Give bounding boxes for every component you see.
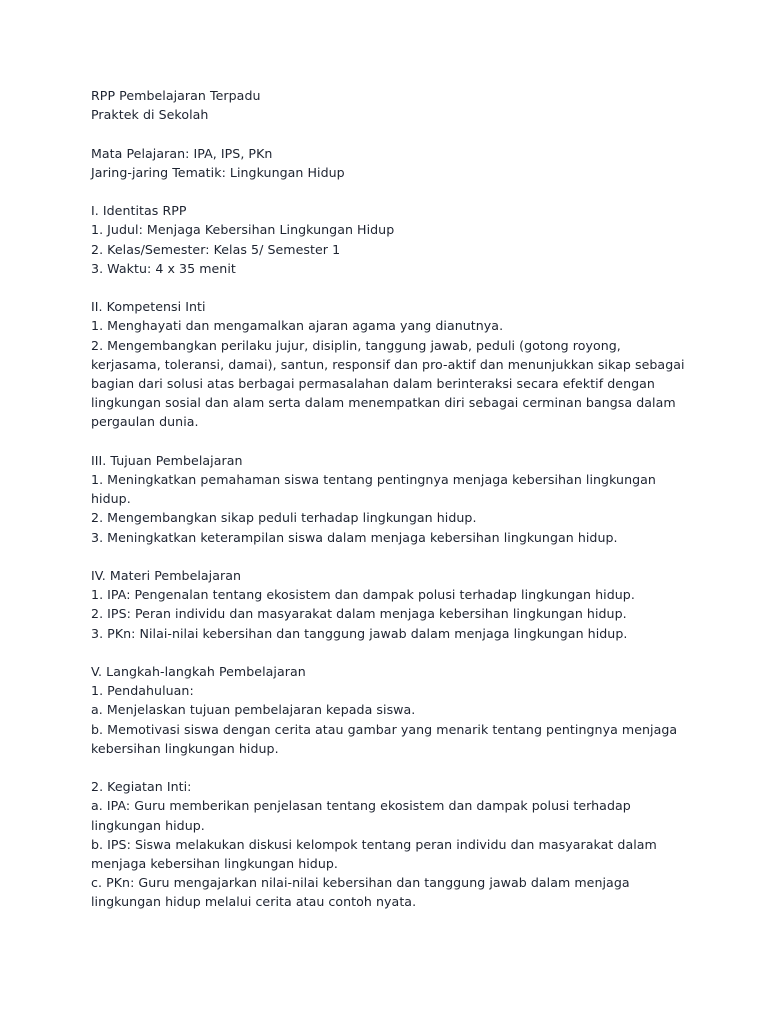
competence-line: kerjasama, toleransi, damai), santun, responsif dan pro-aktif dan menunjukkan sikap sebagai (91, 356, 685, 372)
step-core-line: lingkungan hidup. (91, 817, 205, 833)
step-intro-line: b. Memotivasi siswa dengan cerita atau gambar yang menarik tentang pentingnya menjaga (91, 721, 678, 737)
section-heading-materials: IV. Materi Pembelajaran (91, 568, 242, 583)
section-heading-competence: II. Kompetensi Inti (91, 299, 206, 315)
step-intro-line: 1. Pendahuluan: (91, 683, 194, 699)
competence-line: lingkungan sosial dan alam serta dalam menempatkan diri sebagai cerminan bangsa dalam (91, 395, 676, 411)
section-heading-steps: V. Langkah-langkah Pembelajaran (91, 664, 306, 679)
step-intro-line: a. Menjelaskan tujuan pembelajaran kepada siswa. (91, 702, 416, 718)
material-line: 1. IPA: Pengenalan tentang ekosistem dan dampak polusi terhadap lingkungan hidup. (91, 587, 635, 603)
spacer (91, 758, 691, 777)
objective-line: 1. Meningkatkan pemahaman siswa tentang pentingnya menjaga kebersihan lingkungan (91, 472, 656, 487)
material-line: 3. PKn: Nilai-nilai kebersihan dan tanggung jawab dalam menjaga lingkungan hidup. (91, 625, 628, 641)
theme-line: Jaring-jaring Tematik: Lingkungan Hidup (91, 164, 345, 180)
document-title: RPP Pembelajaran Terpadu (91, 88, 261, 103)
step-intro-line: kebersihan lingkungan hidup. (91, 740, 279, 756)
step-core-line: menjaga kebersihan lingkungan hidup. (91, 856, 338, 872)
identity-item: 1. Judul: Menjaga Kebersihan Lingkungan Hidup (91, 222, 395, 238)
objective-line: hidup. (91, 491, 131, 507)
spacer (91, 182, 691, 201)
step-core-line: c. PKn: Guru mengajarkan nilai-nilai kebersihan dan tanggung jawab dalam menjaga (91, 875, 630, 891)
competence-line: 1. Menghayati dan mengamalkan ajaran agama yang dianutnya. (91, 318, 504, 334)
competence-line: 2. Mengembangkan perilaku jujur, disiplin, tanggung jawab, peduli (gotong royong, (91, 337, 621, 353)
section-heading-identity: I. Identitas RPP (91, 203, 187, 219)
step-core-line: 2. Kegiatan Inti: (91, 779, 192, 795)
spacer (91, 278, 691, 297)
spacer (91, 643, 691, 662)
identity-item: 3. Waktu: 4 x 35 menit (91, 260, 236, 276)
step-core-line: b. IPS: Siswa melakukan diskusi kelompok tentang peran individu dan masyarakat dalam (91, 836, 657, 852)
step-core-line: lingkungan hidup melalui cerita atau contoh nyata. (91, 894, 417, 910)
competence-line: pergaulan dunia. (91, 414, 199, 430)
step-core-line: a. IPA: Guru memberikan penjelasan tentang ekosistem dan dampak polusi terhadap (91, 798, 631, 814)
objective-line: 3. Meningkatkan keterampilan siswa dalam menjaga kebersihan lingkungan hidup. (91, 529, 618, 545)
identity-item: 2. Kelas/Semester: Kelas 5/ Semester 1 (91, 241, 341, 257)
objective-line: 2. Mengembangkan sikap peduli terhadap lingkungan hidup. (91, 510, 477, 526)
competence-line: bagian dari solusi atas berbagai permasalahan dalam berinteraksi secara efektif dengan (91, 376, 655, 391)
spacer (91, 124, 691, 143)
spacer (91, 432, 691, 451)
document-body (91, 86, 691, 912)
subject-line: Mata Pelajaran: IPA, IPS, PKn (91, 145, 273, 161)
document-subtitle: Praktek di Sekolah (91, 107, 209, 123)
material-line: 2. IPS: Peran individu dan masyarakat dalam menjaga kebersihan lingkungan hidup. (91, 606, 627, 622)
section-heading-objectives: III. Tujuan Pembelajaran (91, 452, 243, 468)
spacer (91, 547, 691, 566)
